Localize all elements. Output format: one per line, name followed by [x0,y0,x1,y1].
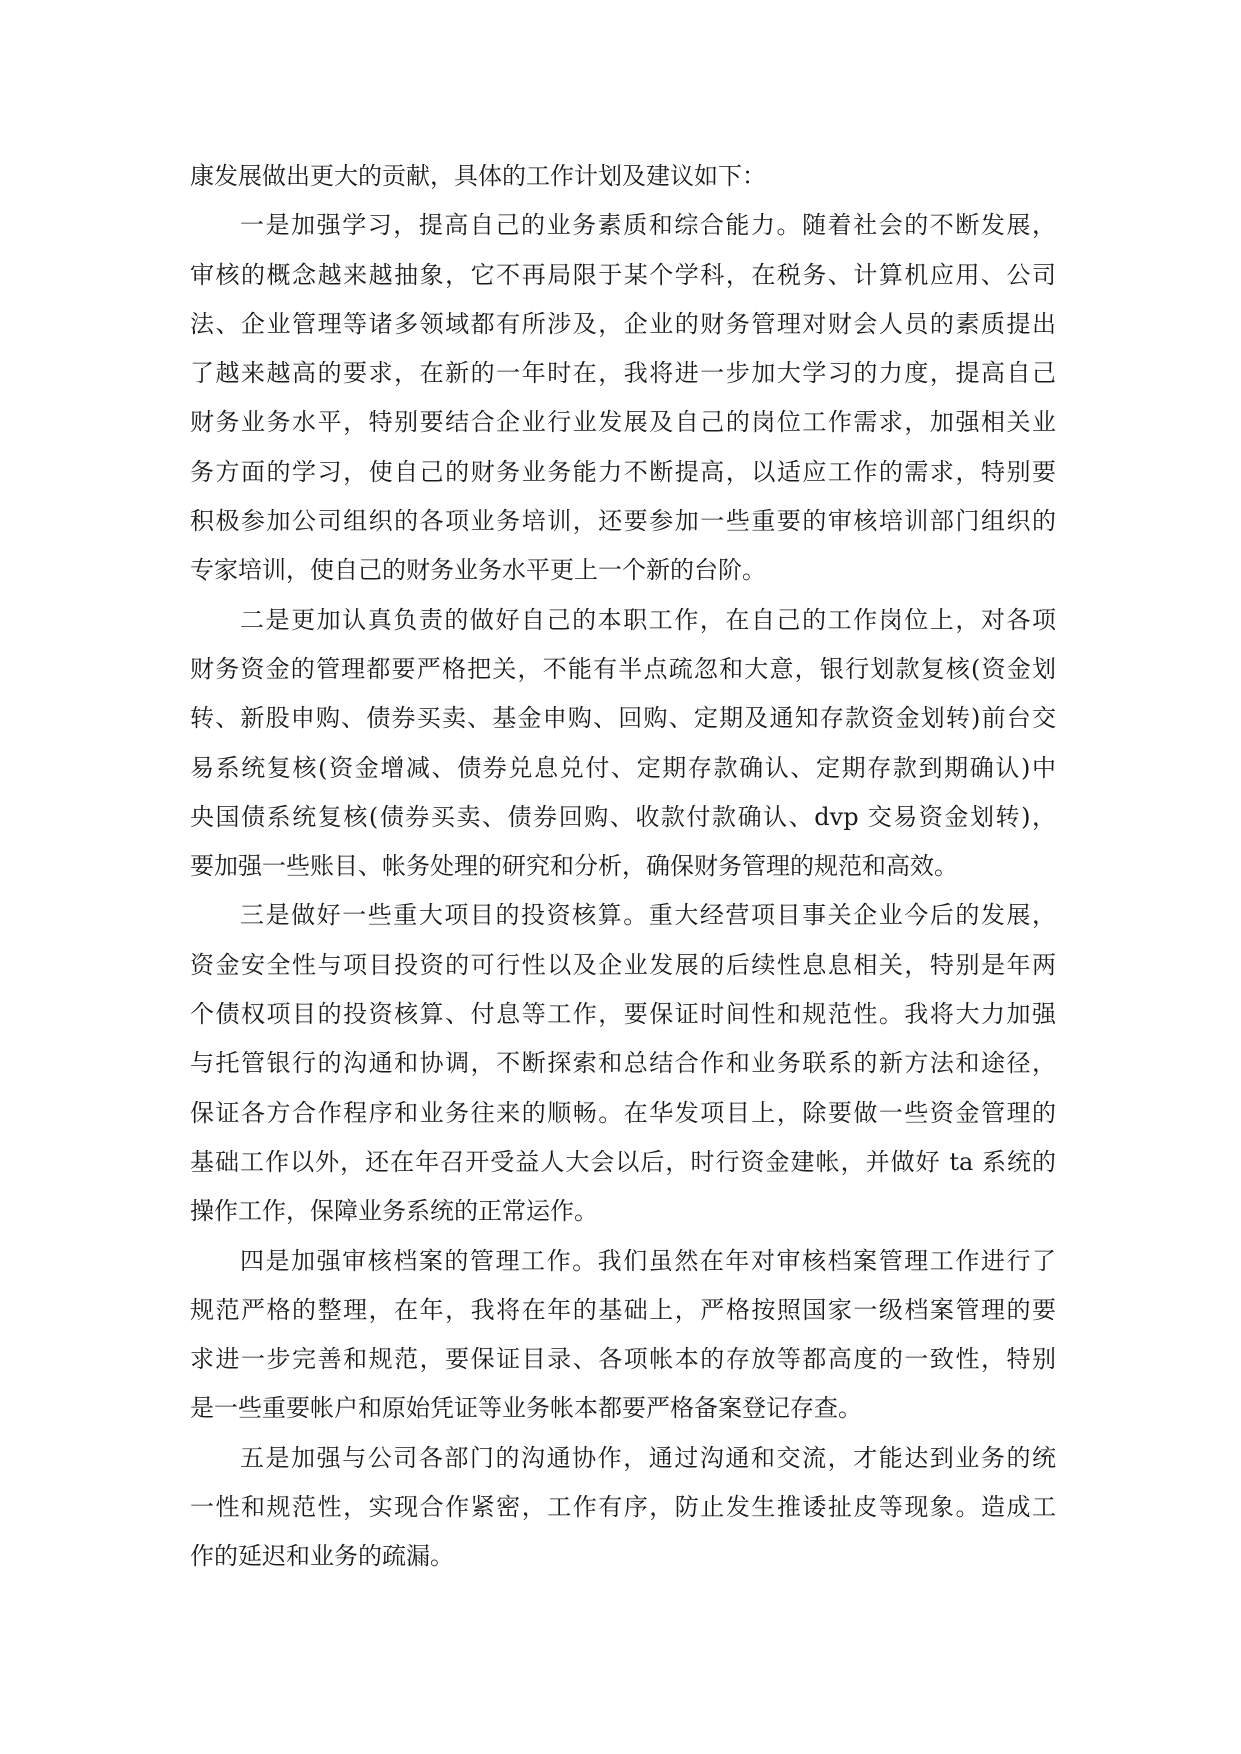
text-line: 操作工作，保障业务系统的正常运作。 [190,1197,598,1226]
text-line: 财务业务水平，特别要结合企业行业发展及自己的岗位工作需求，加强相关业 [190,408,1056,437]
text-line: 资金安全性与项目投资的可行性以及企业发展的后续性息息相关，特别是年两 [190,950,1056,979]
text-line: 与托管银行的沟通和协调，不断探索和总结合作和业务联系的新方法和途径， [190,1049,1056,1078]
text-line: 二是更加认真负责的做好自己的本职工作，在自己的工作岗位上，对各项 [240,605,1056,634]
text-line: 个债权项目的投资核算、付息等工作，要保证时间性和规范性。我将大力加强 [190,1000,1056,1029]
text-line: 法、企业管理等诸多领域都有所涉及，企业的财务管理对财会人员的素质提出 [190,309,1056,338]
text-line: 央国债系统复核(债券买卖、债券回购、收款付款确认、dvp 交易资金划转)， [190,802,1056,831]
text-line: 基础工作以外，还在年召开受益人大会以后，时行资金建帐，并做好 ta 系统的 [190,1147,1056,1176]
text-line: 规范严格的整理，在年，我将在年的基础上，严格按照国家一级档案管理的要 [190,1295,1056,1324]
text-line: 作的延迟和业务的疏漏。 [190,1542,454,1571]
text-line: 财务资金的管理都要严格把关，不能有半点疏忽和大意，银行划款复核(资金划 [190,654,1056,683]
paragraph [190,152,1056,201]
text-line: 务方面的学习，使自己的财务业务能力不断提高，以适应工作的需求，特别要 [190,457,1056,486]
text-line: 了越来越高的要求，在新的一年时在，我将进一步加大学习的力度，提高自己 [190,359,1056,388]
text-line: 易系统复核(资金增减、债券兑息兑付、定期存款确认、定期存款到期确认)中 [190,753,1056,782]
text-line: 一是加强学习，提高自己的业务素质和综合能力。随着社会的不断发展， [240,211,1056,240]
paragraph [190,1434,1056,1582]
text-line: 求进一步完善和规范，要保证目录、各项帐本的存放等都高度的一致性，特别 [190,1345,1056,1374]
paragraph [190,1237,1056,1434]
text-line: 保证各方合作程序和业务往来的顺畅。在华发项目上，除要做一些资金管理的 [190,1098,1056,1127]
paragraph [190,596,1056,892]
text-line: 转、新股申购、债券买卖、基金申购、回购、定期及通知存款资金划转)前台交 [190,704,1056,733]
paragraph [190,201,1056,595]
paragraph [190,891,1056,1236]
text-line: 积极参加公司组织的各项业务培训，还要参加一些重要的审核培训部门组织的 [190,507,1056,536]
text-line: 要加强一些账目、帐务处理的研究和分析，确保财务管理的规范和高效。 [190,852,958,881]
text-line: 三是做好一些重大项目的投资核算。重大经营项目事关企业今后的发展， [240,901,1056,930]
text-line: 专家培训，使自己的财务业务水平更上一个新的台阶。 [190,556,766,585]
text-line: 四是加强审核档案的管理工作。我们虽然在年对审核档案管理工作进行了 [240,1246,1056,1275]
text-line: 康发展做出更大的贡献，具体的工作计划及建议如下： [190,162,766,190]
document-page [190,152,1056,1582]
text-line: 五是加强与公司各部门的沟通协作，通过沟通和交流，才能达到业务的统 [240,1443,1056,1472]
text-line: 是一些重要帐户和原始凭证等业务帐本都要严格备案登记存查。 [190,1394,862,1423]
text-line: 审核的概念越来越抽象，它不再局限于某个学科，在税务、计算机应用、公司 [190,260,1056,289]
text-line: 一性和规范性，实现合作紧密，工作有序，防止发生推诿扯皮等现象。造成工 [190,1493,1056,1522]
